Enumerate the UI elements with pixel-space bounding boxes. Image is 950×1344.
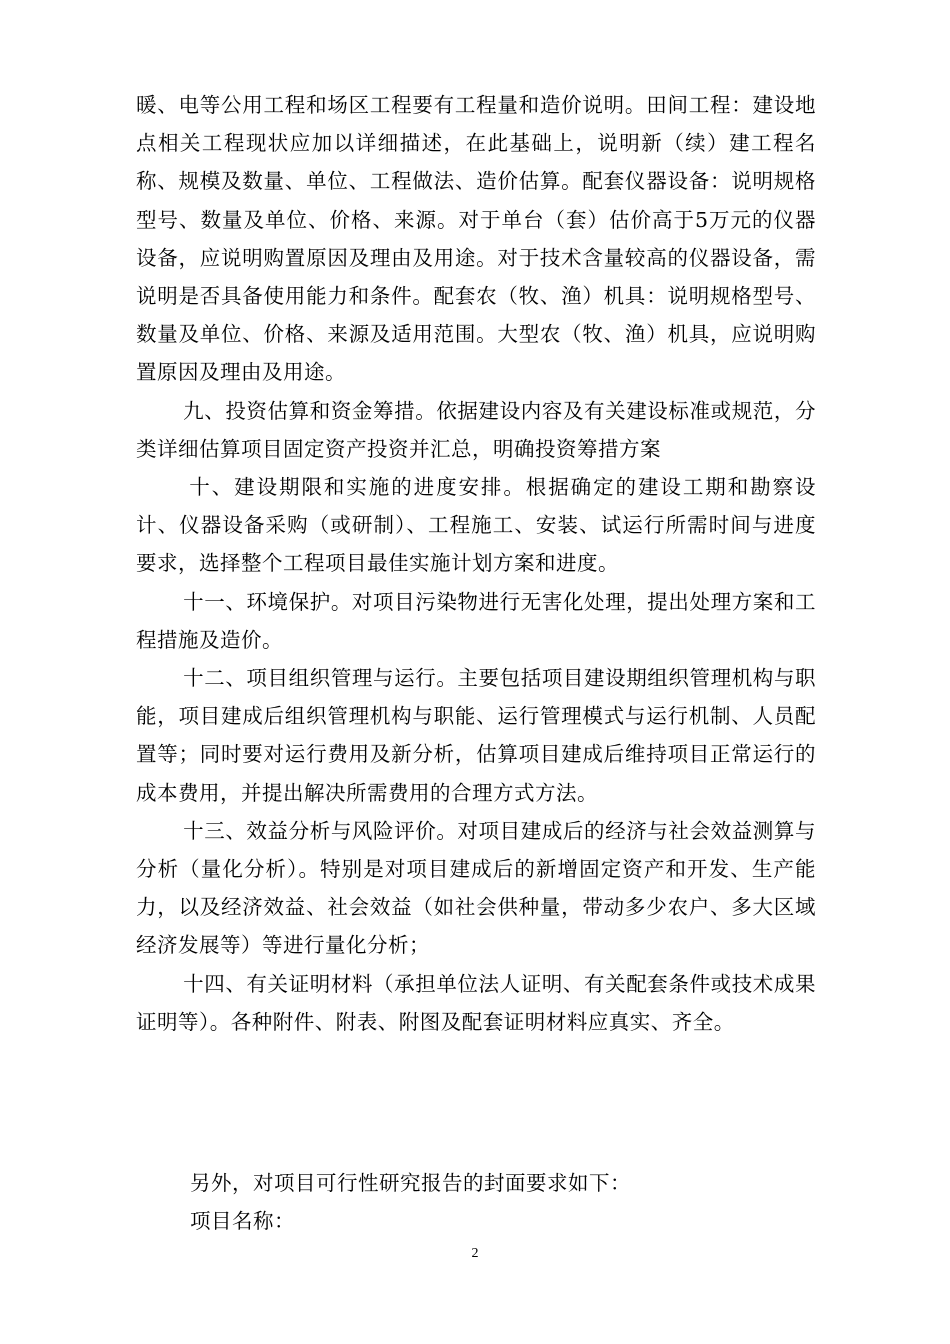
closing-project-name-label: 项目名称： bbox=[190, 1209, 295, 1234]
paragraph-section-12: 十二、项目组织管理与运行。主要包括项目建设期组织管理机构与职能，项目建成后组织管理机构与职能、运行管理模式与运行机制、人员配置等；同时要对运行费用及新分析，估算项目建成后维持项目正常运行的成本费用，并提出解决所需费用的合理方式方法。 bbox=[136, 666, 816, 805]
closing-cover-requirement: 另外，对项目可行性研究报告的封面要求如下： bbox=[190, 1171, 631, 1195]
paragraph-section-10: 十、建设期限和实施的进度安排。根据确定的建设工期和勘察设计、仪器设备采购（或研制）、工程施工、安装、试运行所需时间与进度要求，选择整个工程项目最佳实施计划方案和进度。 bbox=[136, 475, 816, 576]
document-body bbox=[136, 86, 816, 1041]
closing-note bbox=[190, 1164, 810, 1240]
page-number: 2 bbox=[471, 1246, 479, 1261]
paragraph-section-11: 十一、环境保护。对项目污染物进行无害化处理，提出处理方案和工程措施及造价。 bbox=[136, 589, 816, 652]
paragraph-section-13: 十三、效益分析与风险评价。对项目建成后的经济与社会效益测算与分析（量化分析）。特别是对项目建成后的新增固定资产和开发、生产能力，以及经济效益、社会效益（如社会供种量，带动多少农户、多大区域经济发展等）等进行量化分析； bbox=[136, 818, 816, 958]
paragraph-continuation: 暖、电等公用工程和场区工程要有工程量和造价说明。田间工程：建设地点相关工程现状应加以详细描述，在此基础上，说明新（续）建工程名称、规模及数量、单位、工程做法、造价估算。配套仪器设备：说明规格型号、数量及单位、价格、来源。对于单台（套）估价高于5万元的仪器设备，应说明购置原因及理由及用途。对于技术含量较高的仪器设备，需说明是否具备使用能力和条件。配套农（牧、渔）机具：说明规格型号、数量及单位、价格、来源及适用范围。大型农（牧、渔）机具，应说明购置原因及理由及用途。 bbox=[136, 93, 816, 385]
paragraph-section-9: 九、投资估算和资金筹措。依据建设内容及有关建设标准或规范，分类详细估算项目固定资产投资并汇总，明确投资筹措方案 bbox=[136, 398, 816, 461]
paragraph-section-14: 十四、有关证明材料（承担单位法人证明、有关配套条件或技术成果证明等）。各种附件、附表、附图及配套证明材料应真实、齐全。 bbox=[136, 971, 816, 1034]
